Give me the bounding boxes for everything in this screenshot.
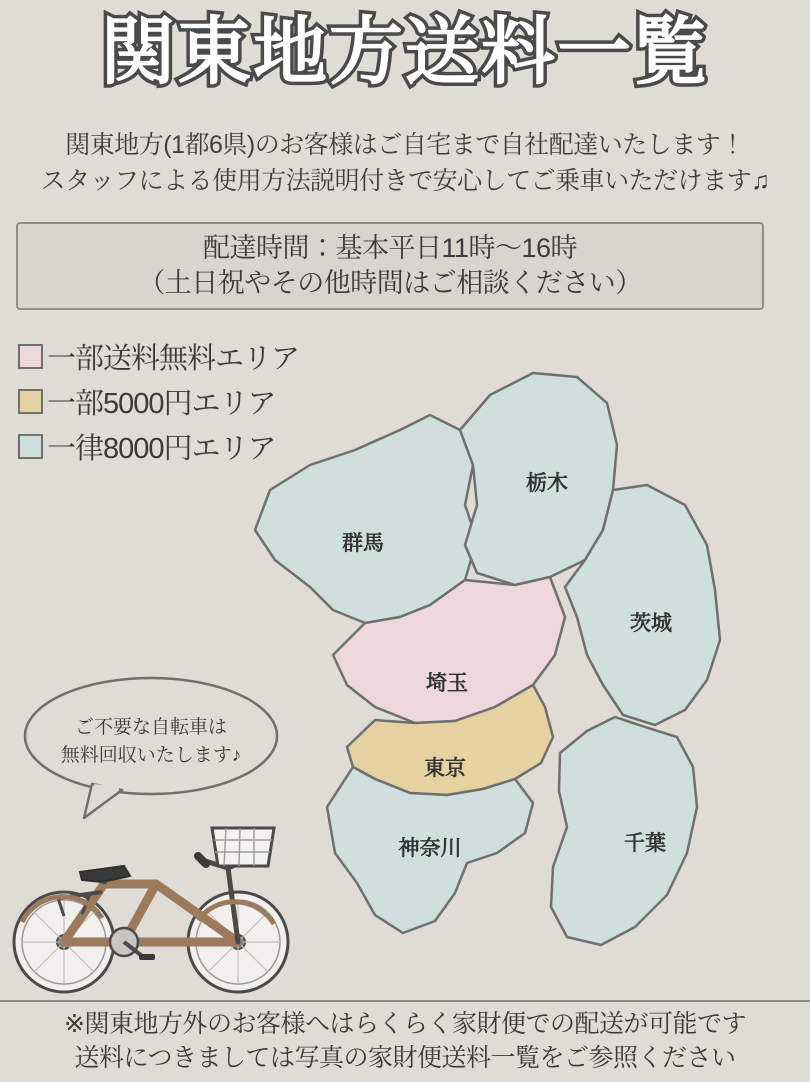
legend-swatch-5000 [18,389,43,414]
map-label-kanagawa: 神奈川 [398,837,462,860]
legend-label-5000: 一部5000円エリア [47,388,276,420]
lead-text [0,128,810,199]
page-title: 関東地方送料一覧 [101,9,709,95]
delivery-time-line-1: 配達時間：基本平日11時〜16時 [202,232,578,263]
footer-line-1: ※関東地方外のお客様へはらくらく家財便での配送が可能です [64,1010,746,1039]
title-container [0,9,810,95]
prefecture-gunma [255,415,477,623]
map-label-tokyo: 東京 [424,757,466,780]
map-label-ibaraki: 茨城 [630,612,672,635]
footer-note [0,1000,810,1082]
lead-line-1: 関東地方(1都6県)のお客様はご自宅まで自社配達いたします！ [65,131,745,159]
footer-line-2: 送料につきましては写真の家財便送料一覧をご参照ください [74,1044,736,1072]
legend-swatch-8000 [18,434,43,459]
prefecture-chiba [551,717,697,945]
legend-label-free: 一部送料無料エリア [47,343,300,375]
map-label-gunma: 群馬 [342,532,384,555]
speech-bubble [22,672,280,820]
map-label-saitama: 埼玉 [426,672,468,695]
delivery-time-box [16,222,764,310]
bubble-line-2: 無料回収いたします♪ [60,744,242,766]
lead-line-2: スタッフによる使用方法説明付きで安心してご乗車いただけます♫ [40,166,770,195]
legend-swatch-free [18,344,43,369]
bicycle-illustration [6,810,316,1000]
bicycle-basket [212,828,274,866]
delivery-time-line-2: （土日祝やその他時間はご相談ください） [138,268,642,298]
legend-label-8000: 一律8000円エリア [47,433,276,465]
map-label-chiba: 千葉 [624,832,666,855]
map-label-tochigi: 栃木 [526,472,568,495]
speech-bubble-text [22,714,280,769]
bubble-line-1: ご不要な自転車は [74,717,227,738]
